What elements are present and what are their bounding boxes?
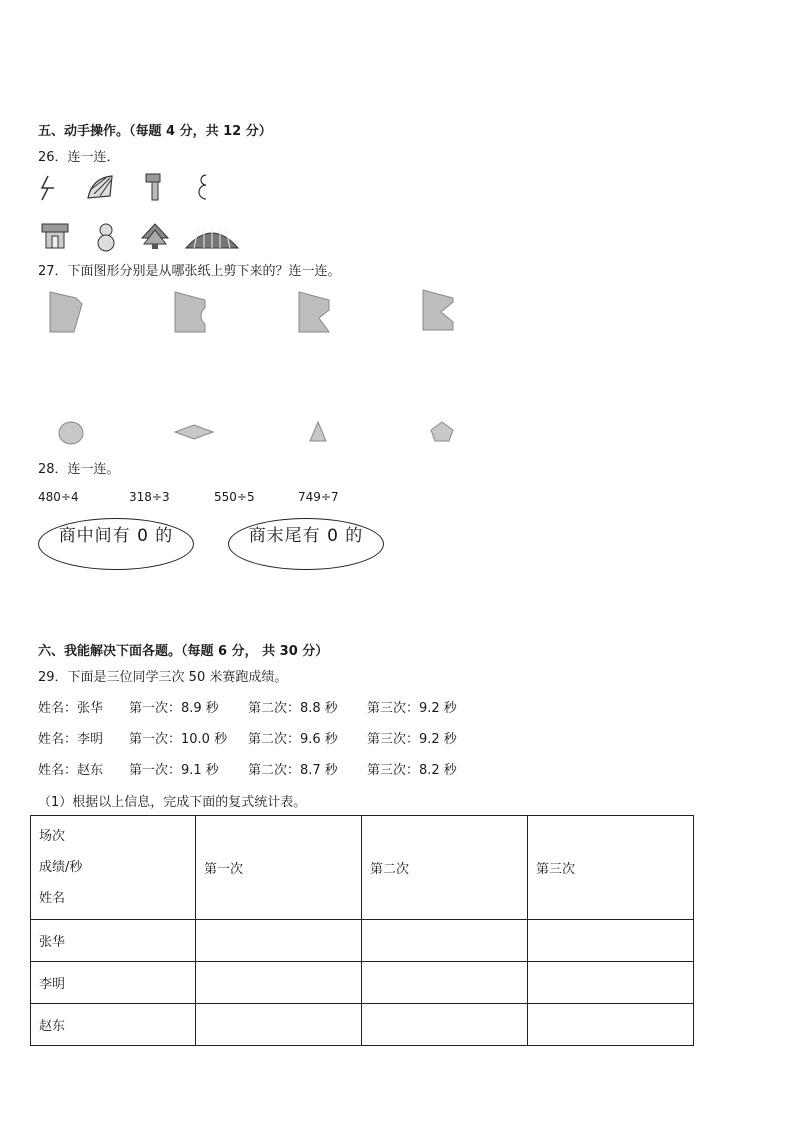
folded-paper-shape-3 [299, 290, 333, 334]
record-first-3: 第一次：9.1 秒 [129, 763, 219, 778]
table-corner-header [31, 816, 196, 920]
record-third-3: 第三次：8.2 秒 [367, 763, 457, 778]
record-name-1: 姓名：张华 [38, 701, 104, 716]
division-expression-1: 480÷4 [38, 490, 79, 504]
table-row [31, 962, 694, 1004]
record-third-2: 第三次：9.2 秒 [367, 732, 457, 747]
table-cell[interactable] [528, 962, 694, 1004]
rhombus-shape [175, 424, 215, 442]
sub-question-1: （1）根据以上信息，完成下面的复式统计表。 [38, 795, 307, 810]
row-header-1: 张华 [31, 920, 196, 962]
record-name-3: 姓名：赵东 [38, 763, 104, 778]
corner-label-score: 成绩/秒 [39, 860, 83, 875]
table-cell[interactable] [528, 1004, 694, 1046]
umbrella-half-icon [86, 174, 116, 200]
oval-middle-zero-label: 商中间有 0 的 [58, 526, 174, 546]
division-expression-2: 318÷3 [129, 490, 170, 504]
corner-label-round: 场次 [39, 829, 66, 844]
record-third-1: 第三次：9.2 秒 [367, 701, 457, 716]
table-row [31, 1004, 694, 1046]
division-expression-4: 749÷7 [298, 490, 339, 504]
table-cell[interactable] [362, 1004, 528, 1046]
snowman-icon [94, 222, 118, 252]
tree-icon [140, 222, 170, 250]
snowman-half-icon [196, 172, 212, 202]
division-expression-3: 550÷5 [214, 490, 255, 504]
record-name-2: 姓名：李明 [38, 732, 104, 747]
section-6-title: 六、我能解决下面各题。（每题 6 分， 共 30 分） [38, 644, 329, 659]
triangle-shape [309, 421, 329, 443]
pentagon-shape [430, 421, 454, 443]
table-cell[interactable] [362, 920, 528, 962]
record-first-1: 第一次：8.9 秒 [129, 701, 219, 716]
circle-shape [58, 421, 86, 445]
table-cell[interactable] [362, 962, 528, 1004]
folded-paper-shape-4 [423, 288, 457, 334]
lightning-half-icon [38, 174, 62, 202]
table-cell[interactable] [196, 962, 362, 1004]
row-header-3: 赵东 [31, 1004, 196, 1046]
column-header-2: 第二次 [362, 816, 528, 920]
row-header-2: 李明 [31, 962, 196, 1004]
oval-middle-zero [38, 518, 194, 570]
table-row [31, 920, 694, 962]
corner-label-name: 姓名 [39, 891, 66, 906]
oval-end-zero-label: 商末尾有 0 的 [248, 526, 364, 546]
stats-table [30, 815, 694, 1046]
record-second-3: 第二次：8.7 秒 [248, 763, 338, 778]
record-second-2: 第二次：9.6 秒 [248, 732, 338, 747]
house-icon [40, 222, 70, 250]
house-half-icon [144, 172, 164, 202]
table-cell[interactable] [196, 920, 362, 962]
record-first-2: 第一次：10.0 秒 [129, 732, 228, 747]
table-cell[interactable] [196, 1004, 362, 1046]
column-header-3: 第三次 [528, 816, 694, 920]
section-5-title: 五、动手操作。（每题 4 分，共 12 分） [38, 124, 272, 139]
folded-paper-shape-2 [175, 290, 209, 334]
table-cell[interactable] [528, 920, 694, 962]
question-28: 28．连一连。 [38, 462, 120, 477]
question-27: 27．下面图形分别是从哪张纸上剪下来的？连一连。 [38, 264, 341, 279]
question-29: 29．下面是三位同学三次 50 米赛跑成绩。 [38, 670, 288, 685]
folded-paper-shape-1 [50, 290, 84, 334]
column-header-1: 第一次 [196, 816, 362, 920]
oval-end-zero [228, 518, 384, 570]
umbrella-icon [184, 224, 240, 250]
record-second-1: 第二次：8.8 秒 [248, 701, 338, 716]
question-26: 26．连一连． [38, 150, 120, 165]
